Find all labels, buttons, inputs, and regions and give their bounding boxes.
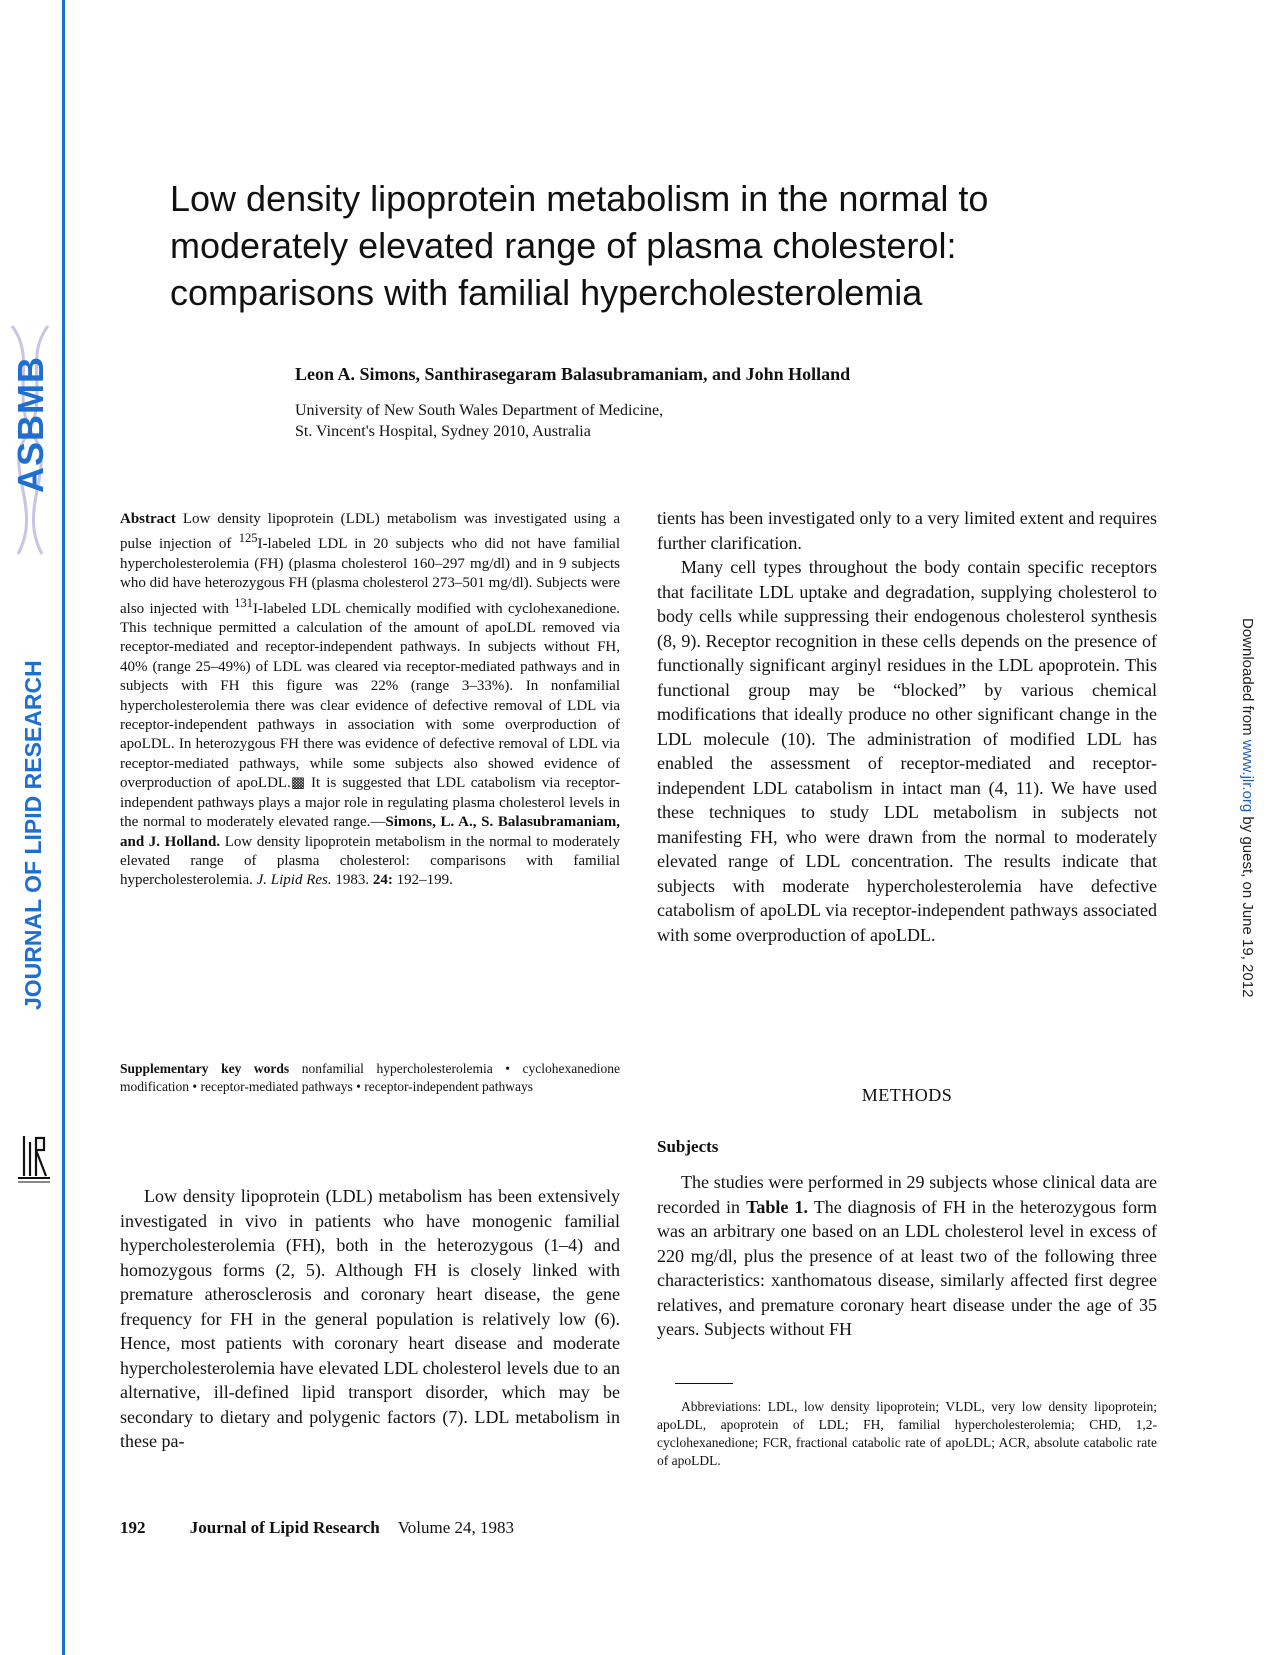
end-mark-icon: ▩ (290, 775, 305, 792)
journal-vertical-title: JOURNAL OF LIPID RESEARCH (20, 660, 46, 1010)
jlr-logo-icon (10, 1128, 56, 1188)
abstract-label: Abstract (120, 511, 176, 527)
table-reference: Table 1. (746, 1196, 808, 1217)
asbmb-logo-text: ASBMB (10, 356, 51, 494)
svg-text:JLR: JLR (33, 1187, 35, 1188)
introduction-paragraph: Low density lipoprotein (LDL) metabolism has been extensively investigated in vivo in patients who have monogenic familial hypercholesterolemia (FH), both in the heterozygous (1–4) and homozygous forms (2, 5). Although FH is closely linked with premature atherosclerosis and coronary heart disease, the gene frequency for FH in the general population is relatively low (6). Hence, most patients with coronary heart disease and moderate hypercholesterolemia have elevated LDL cholesterol levels due to an alternative, ill-defined lipid transport disorder, which may be secondary to dietary and polygenic factors (7). LDL metabolism in these pa- (120, 1186, 620, 1451)
affiliation: University of New South Wales Department of Medicine, St. Vincent's Hospital, Sydney 2010, Australia (295, 402, 664, 440)
subjects-paragraph: The studies were performed in 29 subjects whose clinical data are recorded in Table 1. The diagnosis of FH in the heterozygous form was an arbitrary one based on an LDL cholesterol level in excess of 220 mg/dl, plus the presence of at least two of the following three characteristics: xanthomatous disease, similarly affected first degree relatives, and premature coronary heart disease under the age of 35 years. Subjects without FH (657, 1172, 1157, 1339)
methods-heading: METHODS (861, 1085, 953, 1105)
supplementary-keywords: Supplementary key words nonfamilial hypercholesterolemia • cyclohexanedione modification • receptor-mediated pathways • receptor-independent pathways (120, 1061, 620, 1094)
page-number: 192 (120, 1518, 146, 1537)
footnote-rule (675, 1383, 733, 1384)
page-footer (120, 1518, 514, 1538)
paper-title: Low density lipoprotein metabolism in the normal to moderately elevated range of plasma cholesterol: comparisons with familial hypercholesterolemia (170, 178, 989, 313)
paragraph-receptors: Many cell types throughout the body contain specific receptors that facilitate LDL uptake and degradation, supplying cholesterol to body cells while suppressing their endogenous cholesterol synthesis (8, 9). Receptor recognition in these cells depends on the presence of functionally significant arginyl residues in the LDL apoprotein. This functional group may be “blocked” by various chemical modifications that ideally produce no other significant change in the LDL molecule (10). The administration of modified LDL has enabled the assessment of receptor-mediated and receptor-independent LDL catabolism in intact man (4, 11). We have used these techniques to study LDL metabolism in subjects not manifesting FH, who were drawn from the normal to moderately elevated range of LDL concentration. The results indicate that subjects with moderate hypercholesterolemia have defective catabolism of apoLDL via receptor-independent pathways associated with some overproduction of apoLDL. (657, 557, 1157, 945)
paragraph-continued: tients has been investigated only to a very limited extent and requires further clarification. (657, 508, 1157, 553)
footer-journal: Journal of Lipid Research (189, 1518, 380, 1537)
abbreviations-footnote: Abbreviations: LDL, low density lipoprotein; VLDL, very low density lipoprotein; apoLDL, apoprotein of LDL; FH, familial hypercholesterolemia; CHD, 1,2-cyclohexanedione; FCR, fractional catabolic rate of apoLDL; ACR, absolute catabolic rate of apoLDL. (657, 1399, 1157, 1468)
subjects-heading: Subjects (657, 1137, 719, 1156)
download-link[interactable]: www.jlr.org (1239, 739, 1256, 813)
download-notice: Downloaded from www.jlr.org by guest, on June 19, 2012 (1239, 618, 1256, 998)
authors: Leon A. Simons, Santhirasegaram Balasubramaniam, and John Holland (295, 364, 851, 384)
footer-volume: Volume 24, 1983 (397, 1518, 515, 1537)
abstract: Abstract Low density lipoprotein (LDL) metabolism was investigated using a pulse injection of $^{125}$I-labeled LDL in 20 subjects who did not have familial hypercholesterolemia (FH) (plasma cholesterol 160–297 mg/dl) and in 9 subjects who did have heterozygous FH (plasma cholesterol 273–501 mg/dl). Subjects were also injected with $^{131}$I-labeled LDL chemically modified with cyclohexanedione. This technique permitted a calculation of the amount of apoLDL removed via receptor-mediated and receptor-independent pathways. In subjects without FH, 40% (range 25–49%) of LDL was cleared via receptor-mediated pathways and in subjects with FH this figure was 22% (range 3–33%). In nonfamilial hypercholesterolemia there was clear evidence of defective removal of LDL via receptor-independent pathways in association with some overproduction of apoLDL. In heterozygous FH there was evidence of defective removal of LDL via receptor-mediated pathways, while some subjects also showed evidence of overproduction of apoLDL.▩ It is suggested that LDL catabolism via receptor-independent pathways plays a major role in regulating plasma cholesterol levels in the normal to moderately elevated range.—Simons, L. A., S. Balasubramaniam, and J. Holland. Low density lipoprotein metabolism in the normal to moderately elevated range of plasma cholesterol: comparisons with familial hypercholesterolemia. J. Lipid Res. 1983. 24: 192–199. (120, 511, 621, 889)
journal-side-bar (62, 0, 65, 1655)
right-column-text (657, 506, 1157, 947)
